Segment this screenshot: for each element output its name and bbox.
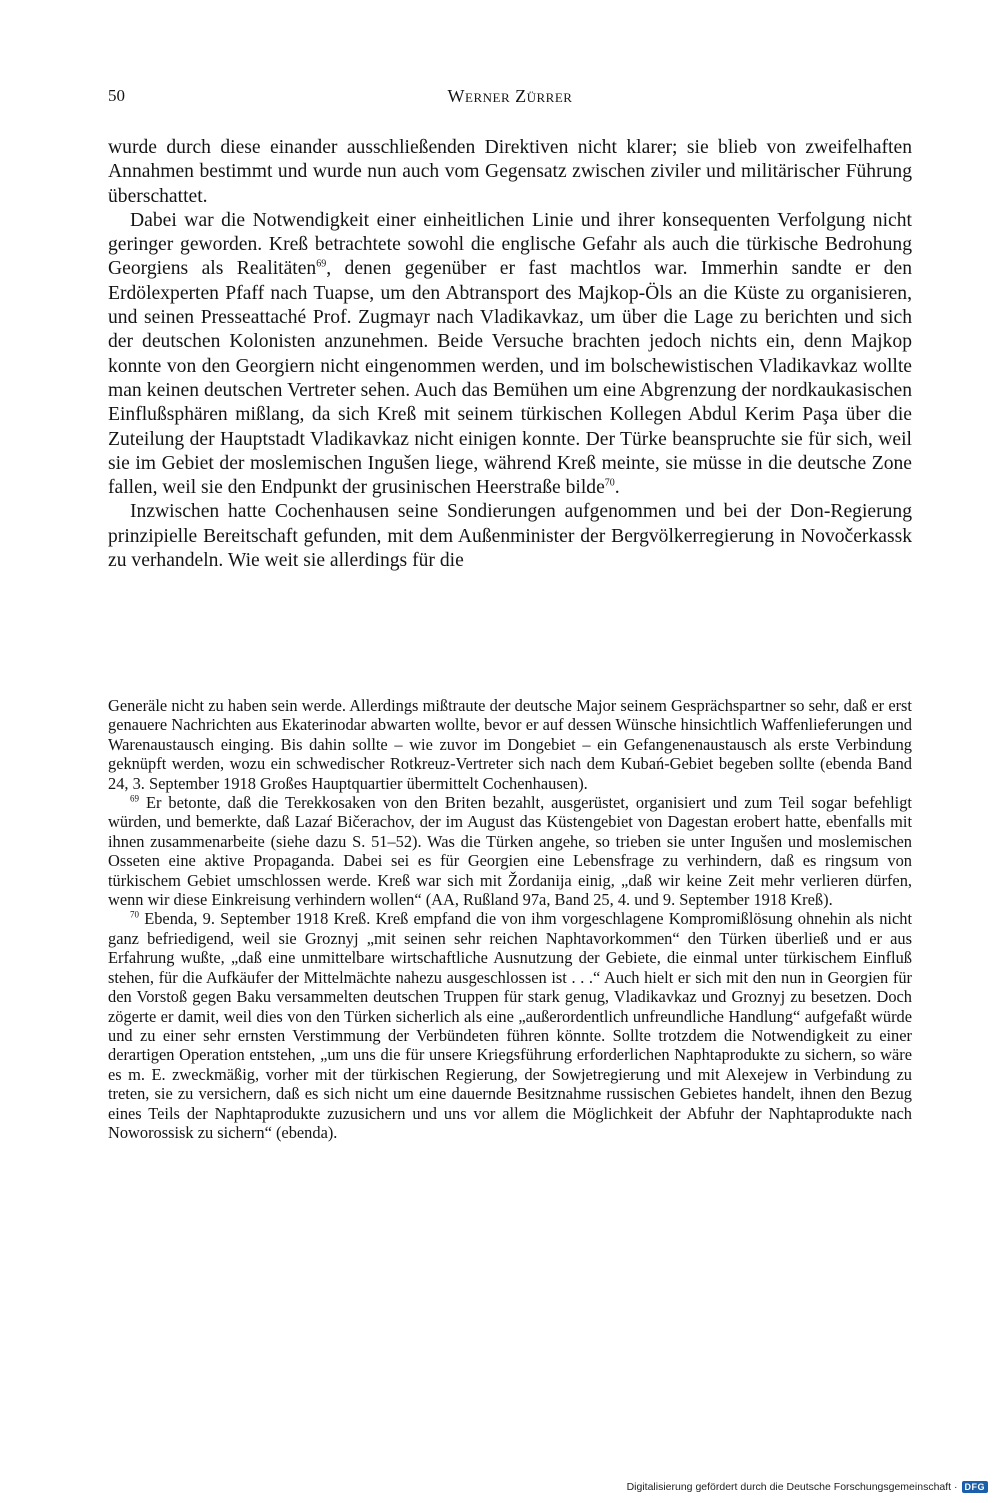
- paragraph-3: Inzwischen hatte Cochenhausen seine Sondierungen aufgenommen und bei der Don-Regierung prinzipielle Bereitschaft gefunden, mit dem Außenminister der Bergvölkerregierung in Novočerkassk zu verhandeln. Wie weit sie allerdings für die: [108, 501, 912, 572]
- credit-text: Digitalisierung gefördert durch die Deutsche Forschungsgemeinschaft ·: [626, 1481, 958, 1493]
- main-text: [108, 136, 912, 573]
- footnote-69: [108, 793, 912, 909]
- footnote-ref-70: 70: [604, 477, 615, 489]
- paragraph-2: [108, 209, 912, 501]
- footnote-69-number: 69: [130, 793, 139, 804]
- footnote-70-number: 70: [130, 910, 139, 920]
- footnote-70: [108, 909, 912, 1142]
- running-head-author: Werner Zürrer: [447, 86, 573, 106]
- dfg-logo: DFG: [962, 1481, 989, 1493]
- page-header: [108, 86, 912, 112]
- paragraph-2-part-a: Dabei war die Notwendigkeit einer einheitlichen Linie und ihrer konsequenten Verfolgung nicht geringer geworden. Kreß betrachtete sowohl die englische Gefahr als auch die türkische Bedrohung Georgiens als Realitäten: [108, 209, 912, 280]
- paragraph-1: wurde durch diese einander ausschließenden Direktiven nicht klarer; sie blieb von zweifelhaften Annahmen bestimmt und wurde nun auch vom Gegensatz zwischen ziviler und militärischer Führung überschattet.: [108, 137, 912, 207]
- paragraph-2-part-c: .: [614, 477, 620, 499]
- footnote-69-text: Er betonte, daß die Terekkosaken von den Briten bezahlt, ausgerüstet, organisiert und zum Teil sogar befehligt würden, und bemerkte, daß Lazaŕ Bičerachov, der im August das Küstengebiet von Dagestan erobert hatte, ebenfalls mit ihnen zusammenarbeite (siehe dazu S. 51–52). Was die Türken angehe, so trieben sie unter Ingušen und moslemischen Osseten eine aktive Propaganda. Dabei sei es für Georgien eine Lebensfrage zu verhindern, daß es ringsum von türkischem Gebiet umschlossen werde. Kreß war sich mit Žordanija einig, „daß wir keine Zeit mehr verlieren dürfen, wenn wir diese Einkreisung verhindern wollen“ (AA, Rußland 97a, Band 25, 4. und 9. September 1918 Kreß).: [108, 793, 912, 910]
- footnote-continuation: Generäle nicht zu haben sein werde. Allerdings mißtraute der deutsche Major seinem Gesprächspartner so sehr, daß er erst genauere Nachrichten aus Ekaterinodar abwarten wollte, bevor er auf dessen Wünsche hinsichtlich Waffenlieferungen und Warenaustausch einging. Bis dahin sollte – wie zuvor im Dongebiet – ein Gefangenenaustausch als erste Verbindung geknüpft werden, wozu ein schwedischer Rotkreuz-Vertreter sich nach dem Kubań-Gebiet begeben sollte (ebenda Band 24, 3. September 1918 Großes Hauptquartier übermittelt Cochenhausen).: [108, 696, 912, 793]
- footnote-70-text: Ebenda, 9. September 1918 Kreß. Kreß empfand die von ihm vorgeschlagene Kompromißlösung ohnehin als nicht ganz befriedigend, weil sie Groznyj „mit seinen sehr reichen Naphtavorkommen“ den Türken überließ und er aus Erfahrung wußte, „daß eine unmittelbare wirtschaftliche Ausnutzung der Gebiete, die einmal unter türkischem Einfluß stehen, für die Aufkäufer der Mittelmächte nahezu ausgeschlossen ist . . .“ Auch hielt er sich mit den nun in Georgien für den Vorstoß gegen Baku versammelten deutschen Truppen für stark genug, Vladikavkaz und Groznyj zu besetzen. Doch zögerte er damit, weil dies von den Türken sicherlich als eine „außerordentlich unfreundliche Handlung“ aufgefaßt würde und zu einer sehr ernsten Verstimmung der Verbündeten führen könnte. Sollte trotzdem die Notwendigkeit zu einer derartigen Operation entstehen, „um uns die für unsere Kriegsführung erforderlichen Naphtaprodukte zu sichern, so wäre es m. E. zweckmäßig, vorher mit der türkischen Regierung, der Sowjetregierung und mit Alexejew in Verbindung zu treten, sie zu versichern, daß es sich nicht um eine dauernde Besitznahme russischen Gebietes handelt, ihnen den Bezug eines Teils der Naphtaprodukte zuzusichern und uns vor allem die Möglichkeit der Abfuhr der Naphtaprodukte nach Noworossisk zu sichern“ (ebenda).: [108, 909, 912, 1142]
- paragraph-2-part-b: , denen gegenüber er fast machtlos war. Immerhin sandte er den Erdölexperten Pfaff nach Tuapse, um den Abtransport des Majkop-Öls an die Küste zu organisieren, und seinen Presseattaché Prof. Zugmayr nach Vladikavkaz, um über die Lage zu berichten und sich der deutschen Kolonisten anzunehmen. Beide Versuche brachten jedoch nichts ein, denn Majkop konnte von den Georgiern nicht eingenommen werden, und im bolschewistischen Vladikavkaz wollte man keinen deutschen Vertreter sehen. Auch das Bemühen um eine Abgrenzung der nordkaukasischen Einflußsphären mißlang, da sich Kreß mit seinem türkischen Kollegen Abdul Kerim Paşa über die Zuteilung der Hauptstadt Vladikavkaz nicht einigen konnte. Der Türke beanspruchte sie für sich, weil sie im Gebiet der moslemischen Ingušen liege, während Kreß meinte, sie müsse in die deutsche Zone fallen, weil sie den Endpunkt der grusinischen Heerstraße bilde: [108, 258, 912, 499]
- digitization-credit: [627, 1479, 988, 1495]
- footnotes-section: [108, 696, 912, 1142]
- page-number: 50: [108, 86, 125, 105]
- footnote-ref-69: 69: [316, 258, 327, 270]
